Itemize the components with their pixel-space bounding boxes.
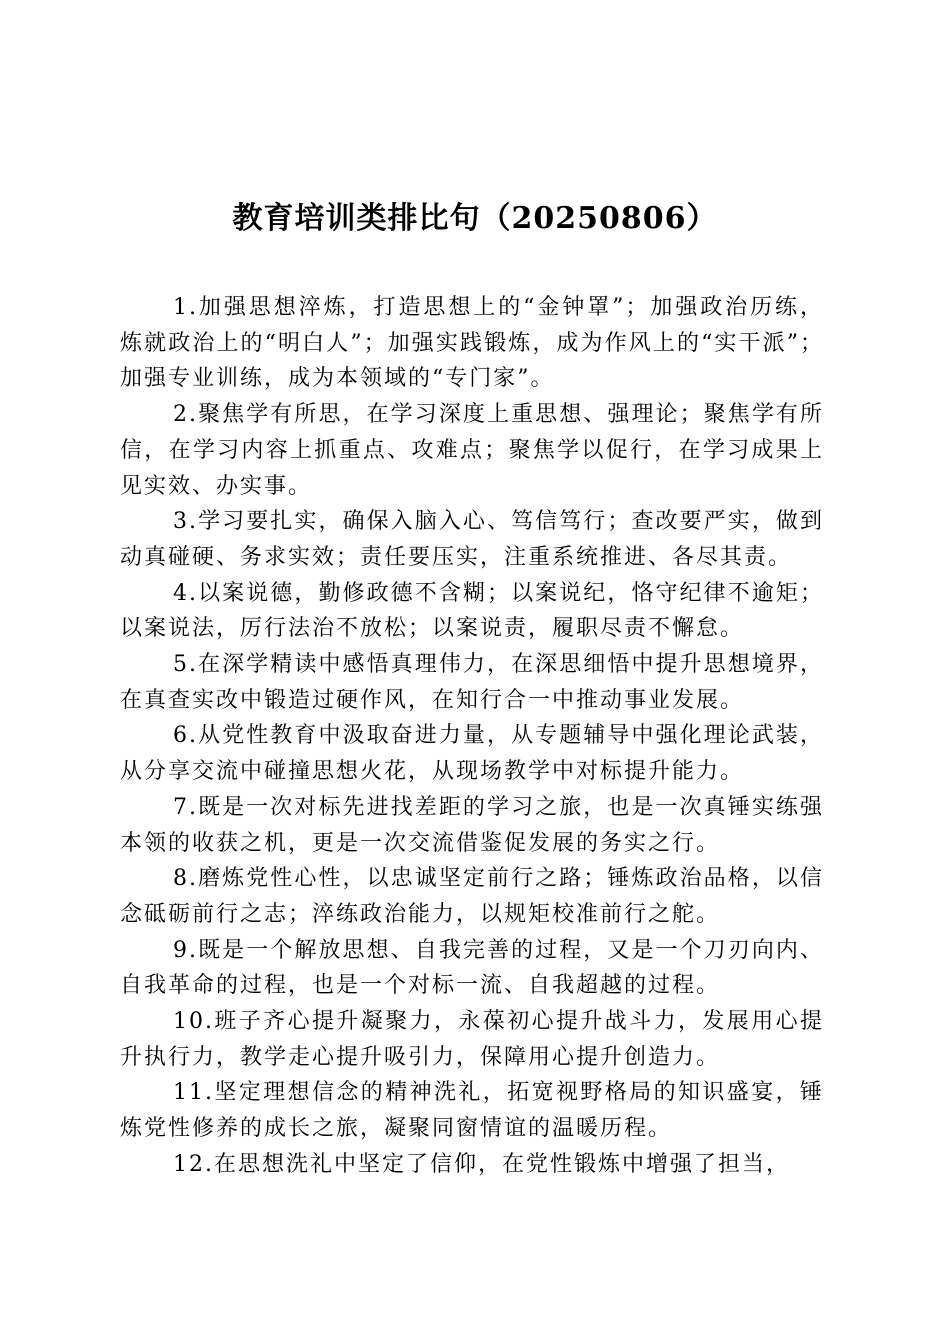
paragraph-6: 6.从党性教育中汲取奋进力量，从专题辅导中强化理论武装，从分享交流中碰撞思想火花，从现场教学中对标提升能力。 xyxy=(120,723,824,785)
paragraph-10: 10.班子齐心提升凝聚力，永葆初心提升战斗力，发展用心提升执行力，教学走心提升吸引力，保障用心提升创造力。 xyxy=(120,1009,824,1070)
document-title: 教育培训类排比句（20250806） xyxy=(232,201,718,236)
paragraph-7: 7.既是一次对标先进找差距的学习之旅，也是一次真锤实练强本领的收获之机，更是一次交流借鉴促发展的务实之行。 xyxy=(120,794,824,856)
paragraph-4: 4.以案说德，勤修政德不含糊；以案说纪，恪守纪律不逾矩；以案说法，厉行法治不放松；以案说责，履职尽责不懈怠。 xyxy=(120,580,824,642)
paragraph-12: 12.在思想洗礼中坚定了信仰，在党性锻炼中增强了担当， xyxy=(173,1151,790,1177)
document-body xyxy=(120,290,824,1183)
paragraph-1: 1.加强思想淬炼，打造思想上的“金钟罩”；加强政治历练，炼就政治上的“明白人”；加强实践锻炼，成为作风上的“实干派”；加强专业训练，成为本领域的“专门家”。 xyxy=(120,295,824,392)
paragraph-2: 2.聚焦学有所思，在学习深度上重思想、强理论；聚焦学有所信，在学习内容上抓重点、攻难点；聚焦学以促行，在学习成果上见实效、办实事。 xyxy=(120,402,824,499)
paragraph-3: 3.学习要扎实，确保入脑入心、笃信笃行；查改要严实，做到动真碰硬、务求实效；责任要压实，注重系统推进、各尽其责。 xyxy=(120,509,824,570)
paragraph-9: 9.既是一个解放思想、自我完善的过程，又是一个刀刃向内、自我革命的过程，也是一个对标一流、自我超越的过程。 xyxy=(120,937,824,999)
paragraph-5: 5.在深学精读中感悟真理伟力，在深思细悟中提升思想境界，在真查实改中锻造过硬作风，在知行合一中推动事业发展。 xyxy=(120,652,824,713)
paragraph-8: 8.磨炼党性心性，以忠诚坚定前行之路；锤炼政治品格，以信念砥砺前行之志；淬练政治能力，以规矩校准前行之舵。 xyxy=(120,866,824,927)
paragraph-11: 11.坚定理想信念的精神洗礼，拓宽视野格局的知识盛宴，锤炼党性修养的成长之旅，凝聚同窗情谊的温暖历程。 xyxy=(120,1080,824,1142)
